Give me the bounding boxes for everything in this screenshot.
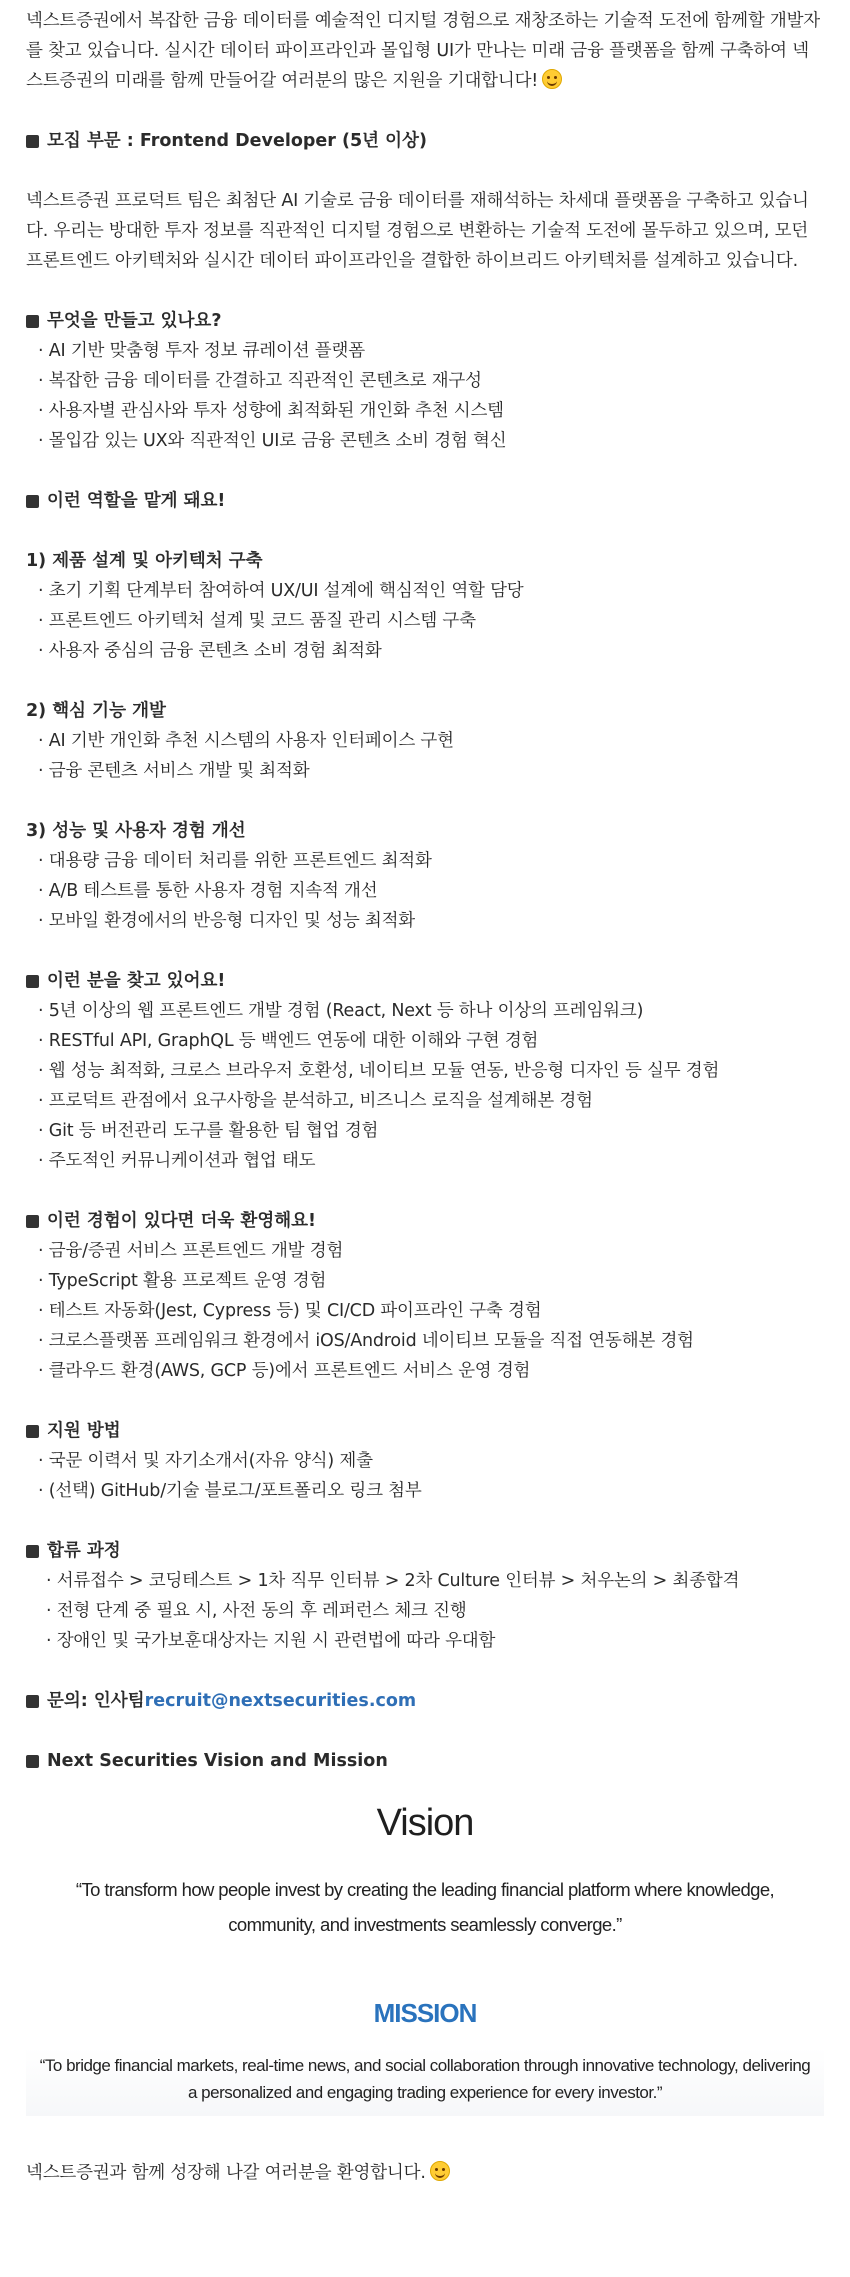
list-item: · AI 기반 개인화 추천 시스템의 사용자 인터페이스 구현: [38, 731, 454, 751]
apply-heading: 지원 방법: [47, 1421, 121, 1441]
section-heading-position: [26, 126, 824, 156]
role-group-list: [26, 726, 824, 786]
spacer: [26, 276, 824, 306]
spacer: [26, 156, 824, 186]
preferred-heading: 이런 경험이 있다면 더욱 환영해요!: [47, 1211, 317, 1231]
square-bullet-icon: [26, 135, 39, 148]
list-item: · (선택) GitHub/기술 블로그/포트폴리오 링크 첨부: [38, 1481, 422, 1501]
vision-mission-banner: [26, 1800, 824, 2116]
list-item: · 초기 기획 단계부터 참여하여 UX/UI 설계에 핵심적인 역할 담당: [38, 581, 524, 601]
square-bullet-icon: [26, 1215, 39, 1228]
list-item: · A/B 테스트를 통한 사용자 경험 지속적 개선: [38, 881, 378, 901]
square-bullet-icon: [26, 1695, 39, 1708]
mission-statement: “To bridge financial markets, real-time news, and social collaboration through innovative technology, delivering a personalized and engaging trading experience for every investor.”: [26, 2048, 824, 2116]
spacer: [26, 1506, 824, 1536]
vision-statement: “To transform how people invest by creating the leading financial platform where knowledge, community, and investments seamlessly converge.”: [75, 1879, 775, 1935]
square-bullet-icon: [26, 1755, 39, 1768]
vision-title: Vision: [376, 1802, 474, 1844]
role-group-title: 2) 핵심 기능 개발: [26, 701, 166, 721]
list-item: · 테스트 자동화(Jest, Cypress 등) 및 CI/CD 파이프라인 구축 경험: [38, 1301, 542, 1321]
list-item: · 사용자별 관심사와 투자 성향에 최적화된 개인화 추천 시스템: [38, 401, 504, 421]
closing-text: 넥스트증권과 함께 성장해 나갈 여러분을 환영합니다.: [26, 2163, 426, 2183]
section-heading-requirements: [26, 966, 824, 996]
apply-list: [26, 1446, 824, 1506]
list-item: · 5년 이상의 웹 프론트엔드 개발 경험 (React, Next 등 하나 이상의 프레임워크): [38, 1001, 644, 1021]
intro-text: 넥스트증권에서 복잡한 금융 데이터를 예술적인 디지털 경험으로 재창조하는 기술적 도전에 함께할 개발자를 찾고 있습니다. 실시간 데이터 파이프라인과 몰입형 UI가 만나는 미래 금융 플랫폼을 함께 구축하여 넥스트증권의 미래를 함께 만들어갈 여러분의 많은 지원을 기대합니다!: [26, 11, 821, 91]
square-bullet-icon: [26, 1545, 39, 1558]
list-item: · 클라우드 환경(AWS, GCP 등)에서 프론트엔드 서비스 운영 경험: [38, 1361, 531, 1381]
spacer: [26, 666, 824, 696]
list-item: · 프론트엔드 아키텍처 설계 및 코드 품질 관리 시스템 구축: [38, 611, 476, 631]
list-item: · 대용량 금융 데이터 처리를 위한 프론트엔드 최적화: [38, 851, 432, 871]
role-group-title: 3) 성능 및 사용자 경험 개선: [26, 821, 246, 841]
spacer: [26, 1716, 824, 1746]
spacer: [26, 1386, 824, 1416]
spacer: [26, 1176, 824, 1206]
list-item: · AI 기반 맞춤형 투자 정보 큐레이션 플랫폼: [38, 341, 365, 361]
requirements-list: [26, 996, 824, 1176]
process-heading: 합류 과정: [47, 1541, 121, 1561]
role-group-list: [26, 846, 824, 936]
section-heading-contact: [26, 1686, 824, 1716]
list-item: · 서류접수 > 코딩테스트 > 1차 직무 인터뷰 > 2차 Culture 인터뷰 > 처우논의 > 최종합격: [46, 1571, 740, 1591]
spacer: [26, 456, 824, 486]
process-list: [26, 1566, 824, 1656]
mission-title: MISSION: [373, 1998, 477, 2028]
contact-label: 문의: 인사팀: [47, 1691, 145, 1711]
section-heading-building: [26, 306, 824, 336]
section-heading-vision-mission: [26, 1746, 824, 1776]
list-item: · 금융/증권 서비스 프론트엔드 개발 경험: [38, 1241, 344, 1261]
role-group-list: [26, 576, 824, 666]
spacer: [26, 516, 824, 546]
list-item: · 금융 콘텐츠 서비스 개발 및 최적화: [38, 761, 310, 781]
list-item: · 장애인 및 국가보훈대상자는 지원 시 관련법에 따라 우대함: [46, 1631, 496, 1651]
vision-mission-heading: Next Securities Vision and Mission: [47, 1751, 388, 1771]
spacer: [26, 786, 824, 816]
list-item: · 모바일 환경에서의 반응형 디자인 및 성능 최적화: [38, 911, 416, 931]
preferred-list: [26, 1236, 824, 1386]
role-group-title: 1) 제품 설계 및 아키텍처 구축: [26, 551, 263, 571]
list-item: · 프로덕트 관점에서 요구사항을 분석하고, 비즈니스 로직을 설계해본 경험: [38, 1091, 593, 1111]
square-bullet-icon: [26, 495, 39, 508]
closing-paragraph: [26, 2158, 824, 2188]
list-item: · RESTful API, GraphQL 등 백엔드 연동에 대한 이해와 구현 경험: [38, 1031, 539, 1051]
position-heading: 모집 부문 : Frontend Developer (5년 이상): [47, 131, 427, 151]
list-item: · TypeScript 활용 프로젝트 운영 경험: [38, 1271, 327, 1291]
list-item: · 전형 단계 중 필요 시, 사전 동의 후 레퍼런스 체크 진행: [46, 1601, 467, 1621]
team-description: 넥스트증권 프로덕트 팀은 최첨단 AI 기술로 금융 데이터를 재해석하는 차세대 플랫폼을 구축하고 있습니다. 우리는 방대한 투자 정보를 직관적인 디지털 경험으로 변환하는 기술적 도전에 몰두하고 있으며, 모던 프론트엔드 아키텍처와 실시간 데이터 파이프라인을 결합한 하이브리드 아키텍처를 설계하고 있습니다.: [26, 191, 809, 271]
square-bullet-icon: [26, 315, 39, 328]
section-heading-process: [26, 1536, 824, 1566]
spacer: [26, 96, 824, 126]
smiling-face-emoji-icon: [430, 2161, 450, 2181]
smiling-face-emoji-icon: [542, 69, 562, 89]
intro-paragraph: [26, 0, 824, 96]
list-item: · Git 등 버전관리 도구를 활용한 팀 협업 경험: [38, 1121, 379, 1141]
spacer: [26, 936, 824, 966]
list-item: · 크로스플랫폼 프레임워크 환경에서 iOS/Android 네이티브 모듈을 직접 연동해본 경험: [38, 1331, 694, 1351]
spacer: [26, 1656, 824, 1686]
square-bullet-icon: [26, 975, 39, 988]
list-item: · 웹 성능 최적화, 크로스 브라우저 호환성, 네이티브 모듈 연동, 반응형 디자인 등 실무 경험: [38, 1061, 720, 1081]
building-list: [26, 336, 824, 456]
roles-heading: 이런 역할을 맡게 돼요!: [47, 491, 226, 511]
requirements-heading: 이런 분을 찾고 있어요!: [47, 971, 226, 991]
contact-email-link[interactable]: recruit@nextsecurities.com: [144, 1691, 417, 1711]
list-item: · 복잡한 금융 데이터를 간결하고 직관적인 콘텐츠로 재구성: [38, 371, 482, 391]
section-heading-apply: [26, 1416, 824, 1446]
section-heading-roles: [26, 486, 824, 516]
list-item: · 국문 이력서 및 자기소개서(자유 양식) 제출: [38, 1451, 373, 1471]
list-item: · 사용자 중심의 금융 콘텐츠 소비 경험 최적화: [38, 641, 382, 661]
section-heading-preferred: [26, 1206, 824, 1236]
square-bullet-icon: [26, 1425, 39, 1438]
list-item: · 몰입감 있는 UX와 직관적인 UI로 금융 콘텐츠 소비 경험 혁신: [38, 431, 507, 451]
building-heading: 무엇을 만들고 있나요?: [47, 311, 222, 331]
list-item: · 주도적인 커뮤니케이션과 협업 태도: [38, 1151, 316, 1171]
